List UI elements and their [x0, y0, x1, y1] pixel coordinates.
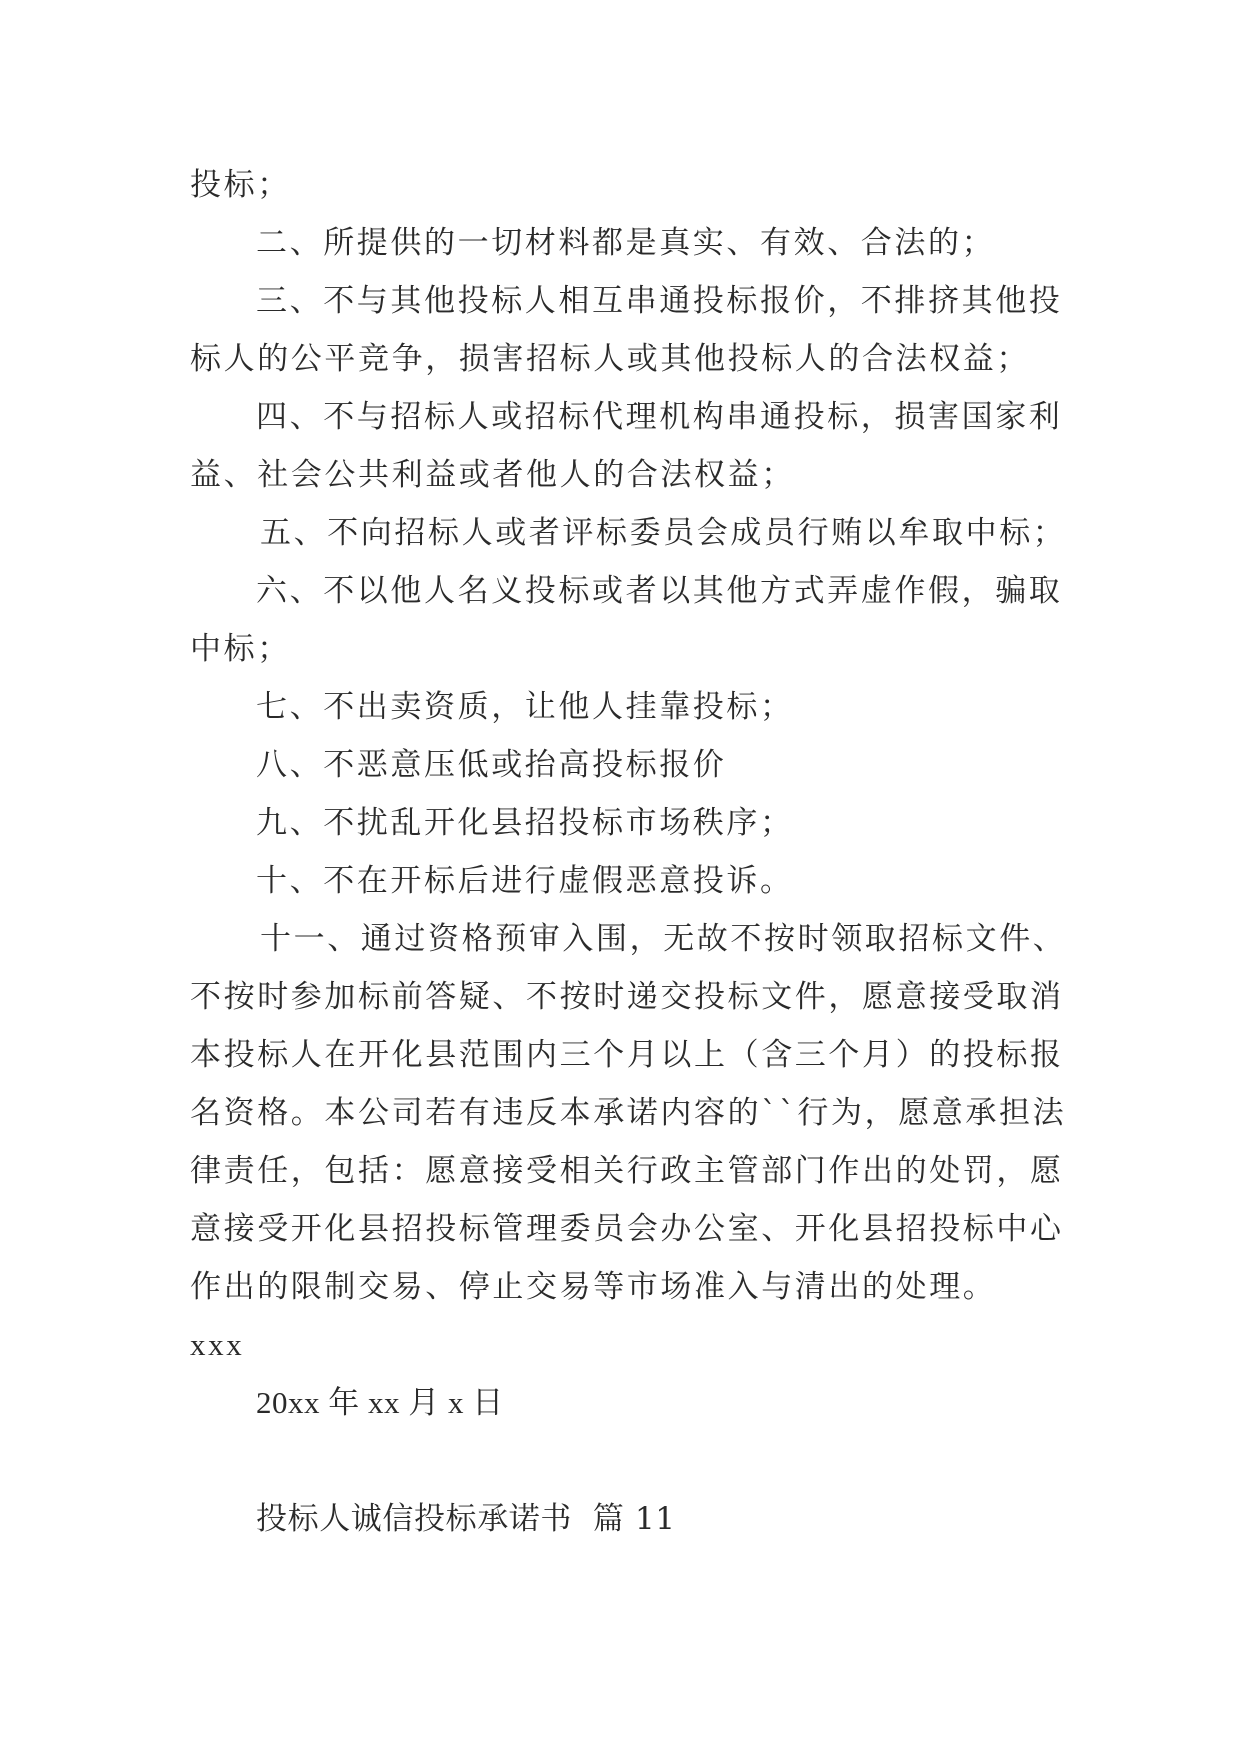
paragraph-line: 七、不出卖资质，让他人挂靠投标；	[256, 689, 794, 725]
paragraph-line: 本投标人在开化县范围内三个月以上（含三个月）的投标报	[190, 1037, 1064, 1073]
paragraph-line: 五、不向招标人或者评标委员会成员行贿以牟取中标；	[260, 515, 1067, 551]
paragraph-line: 律责任，包括：愿意接受相关行政主管部门作出的处罚，愿	[190, 1153, 1064, 1189]
paragraph-line: 二、所提供的一切材料都是真实、有效、合法的；	[256, 225, 996, 261]
paragraph-line: 八、不恶意压低或抬高投标报价	[256, 747, 727, 783]
paragraph-line: 不按时参加标前答疑、不按时递交投标文件，愿意接受取消	[190, 979, 1064, 1015]
paragraph-line: 中标；	[190, 631, 291, 667]
paragraph-line: 益、社会公共利益或者他人的合法权益；	[190, 457, 795, 493]
paragraph-line: 三、不与其他投标人相互串通投标报价，不排挤其他投	[256, 283, 1063, 319]
paragraph-line: 标人的公平竞争，损害招标人或其他投标人的合法权益；	[190, 341, 1030, 377]
paragraph-line: 名资格。本公司若有违反本承诺内容的``行为，愿意承担法	[190, 1095, 1067, 1131]
paragraph-line: 六、不以他人名义投标或者以其他方式弄虚作假，骗取	[256, 573, 1063, 609]
paragraph-line: 十一、通过资格预审入围，无故不按时领取招标文件、	[260, 921, 1067, 957]
signature: xxx	[190, 1327, 245, 1362]
date: 20xx 年 xx 月 x 日	[256, 1385, 504, 1420]
paragraph-line: 四、不与招标人或招标代理机构串通投标，损害国家利	[256, 399, 1063, 435]
next-section-heading: 投标人诚信投标承诺书 篇 11	[256, 1501, 676, 1537]
paragraph-line: 九、不扰乱开化县招投标市场秩序；	[256, 805, 794, 841]
paragraph-line: 十、不在开标后进行虚假恶意投诉。	[256, 863, 794, 899]
paragraph-line: 意接受开化县招投标管理委员会办公室、开化县招投标中心	[190, 1211, 1064, 1247]
paragraph-line: 作出的限制交易、停止交易等市场准入与清出的处理。	[190, 1269, 997, 1305]
paragraph-line: 投标；	[190, 167, 291, 203]
